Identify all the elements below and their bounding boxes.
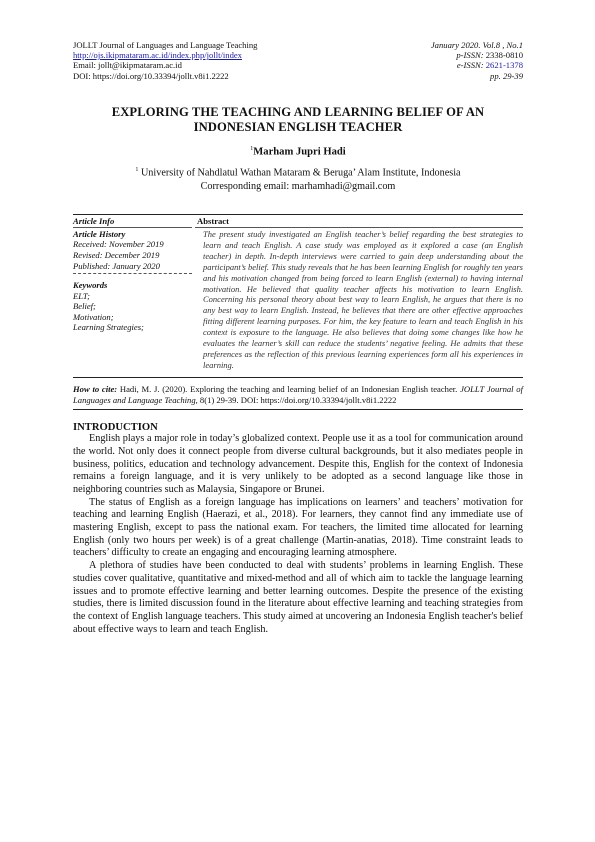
cite-doi: , 8(1) 29-39. DOI: https://doi.org/10.33394/jollt.v8i1.2222 bbox=[195, 395, 397, 406]
history-label: Article History bbox=[73, 228, 126, 239]
received-date: Received: November 2019 bbox=[73, 239, 164, 250]
title-line-1: EXPLORING THE TEACHING AND LEARNING BELIEF OF AN bbox=[111, 104, 485, 119]
revised-date: Revised: December 2019 bbox=[73, 249, 160, 260]
paper-page bbox=[73, 40, 523, 636]
cite-text: Hadi, M. J. (2020). Exploring the teaching and learning belief of an Indonesian English teacher. bbox=[119, 384, 458, 395]
keyword: Belief; bbox=[73, 301, 96, 312]
paper-title bbox=[73, 105, 523, 135]
p-issn-label: p-ISSN: bbox=[456, 50, 484, 61]
author-line bbox=[73, 146, 523, 158]
cite-journal: JOLLT Journal of Languages and Language Teaching bbox=[73, 384, 523, 406]
corresponding-email: Corresponding email: marhamhadi@gmail.com bbox=[200, 180, 396, 192]
title-line-2: INDONESIAN ENGLISH TEACHER bbox=[193, 119, 403, 134]
e-issn-label: e-ISSN: bbox=[456, 60, 484, 71]
journal-name: JOLLT Journal of Languages and Language Teaching bbox=[73, 40, 258, 50]
keyword: ELT; bbox=[73, 290, 90, 301]
author-name: Marham Jupri Hadi bbox=[253, 146, 346, 158]
keywords-label: Keywords bbox=[73, 280, 108, 291]
abstract-column bbox=[195, 215, 523, 377]
journal-url-link[interactable]: http://ojs.ikipmataram.ac.id/index.php/jollt/index bbox=[73, 50, 242, 61]
article-info-table bbox=[73, 214, 523, 378]
abstract-text: The present study investigated an English teacher’s belief regarding the best strategies to learn and teach English. A case study was employed as it explored a case (an English teacher) in depth. In-depth interviews were carried to gain deep understanding about the participant’s belief. This study reveals that he has been learning English for roughly ten years and his motivation changed from being forced to learn English (external) to having internal motivation. He believed that quality teacher affects his motivation to learn English. Concerning his personal theory about best way to learn English, he argues that there is no any best way to learn English. Instead, he believes that there are other effective approaches fitting different learning purposes. For him, the key feature to learn and teach English in his context is exposure to the language. He also believes that doing some changes like how he evaluates the learner’s skill can reduce the students’ negative feeling. He admits that these preferences as the reflection of this previous learning experiences form all his experiences in learning. bbox=[203, 228, 523, 371]
header-left bbox=[73, 40, 257, 81]
affiliation-block bbox=[73, 164, 523, 192]
abstract-heading: Abstract bbox=[195, 215, 523, 228]
p-issn-value: 2338-0810 bbox=[485, 50, 523, 61]
article-history bbox=[73, 228, 192, 271]
journal-header bbox=[73, 40, 523, 81]
body-text bbox=[73, 433, 523, 636]
header-right bbox=[431, 40, 523, 81]
page-range: pp. 29-39 bbox=[490, 70, 523, 81]
p-issn bbox=[431, 50, 523, 60]
keyword: Motivation; bbox=[73, 311, 114, 322]
issue-date: January 2020. Vol.8 , No.1 bbox=[430, 40, 523, 50]
author-superscript: 1 bbox=[250, 145, 254, 152]
e-issn-value[interactable]: 2621-1378 bbox=[485, 60, 523, 71]
paragraph: A plethora of studies have been conducted to deal with students’ problems in learning English. These studies cover qualitative, quantitative and mixed-method and all of which aim to tackle the language learning issues and to promote effective learning and better learning outcomes. Despite the presence of the existing studies, there is limited discussion found in the literature about effective learning and teaching strategies from the context of English language teachers. This study aimed at uncovering an Indonesia English teacher's belief about effective ways to learn and teach English. bbox=[73, 560, 523, 635]
keyword: Learning Strategies; bbox=[73, 322, 144, 333]
published-date: Published: January 2020 bbox=[73, 260, 160, 271]
section-heading: INTRODUCTION bbox=[73, 422, 158, 434]
affiliation-superscript: 1 bbox=[135, 167, 139, 174]
paragraph: English plays a major role in today’s globalized context. People use it as a tool for communication around the world. Not only does it connect people from diverse cultural backgrounds, but it also mediates people in business, politics, education and technology advancement. Despite this, English for the context of Indonesia remains a foreign language, and it is very unlikely to be adopted as a second language like those in neighboring countries such as Malaysia, Singapore or Brunei. bbox=[73, 433, 523, 495]
e-issn bbox=[431, 60, 523, 70]
journal-doi: DOI: https://doi.org/10.33394/jollt.v8i1.2222 bbox=[73, 70, 229, 81]
paragraph: The status of English as a foreign language has implications on learners’ and teachers’ motivation for teaching and learning English (Haerazi, et al., 2018). For learners, they cannot find any immediate use of mastering English, except to pass the national exam. For teachers, the limited time allocated for learning English (only two hours per week) is of a great challenge (Martin-anatias, 2018). Time constraint leads to teachers’ difficulty to create an engaging and encouraging learning atmosphere. bbox=[73, 496, 523, 559]
article-info-column bbox=[73, 215, 195, 377]
cite-label: How to cite: bbox=[73, 384, 118, 395]
keywords-block bbox=[73, 280, 192, 333]
how-to-cite bbox=[73, 384, 523, 410]
affiliation: University of Nahdlatul Wathan Mataram & Beruga’ Alam Institute, Indonesia bbox=[140, 167, 461, 179]
divider bbox=[73, 273, 192, 274]
journal-email: Email: jollt@ikipmataram.ac.id bbox=[73, 60, 182, 71]
article-info-heading: Article Info bbox=[73, 215, 192, 228]
